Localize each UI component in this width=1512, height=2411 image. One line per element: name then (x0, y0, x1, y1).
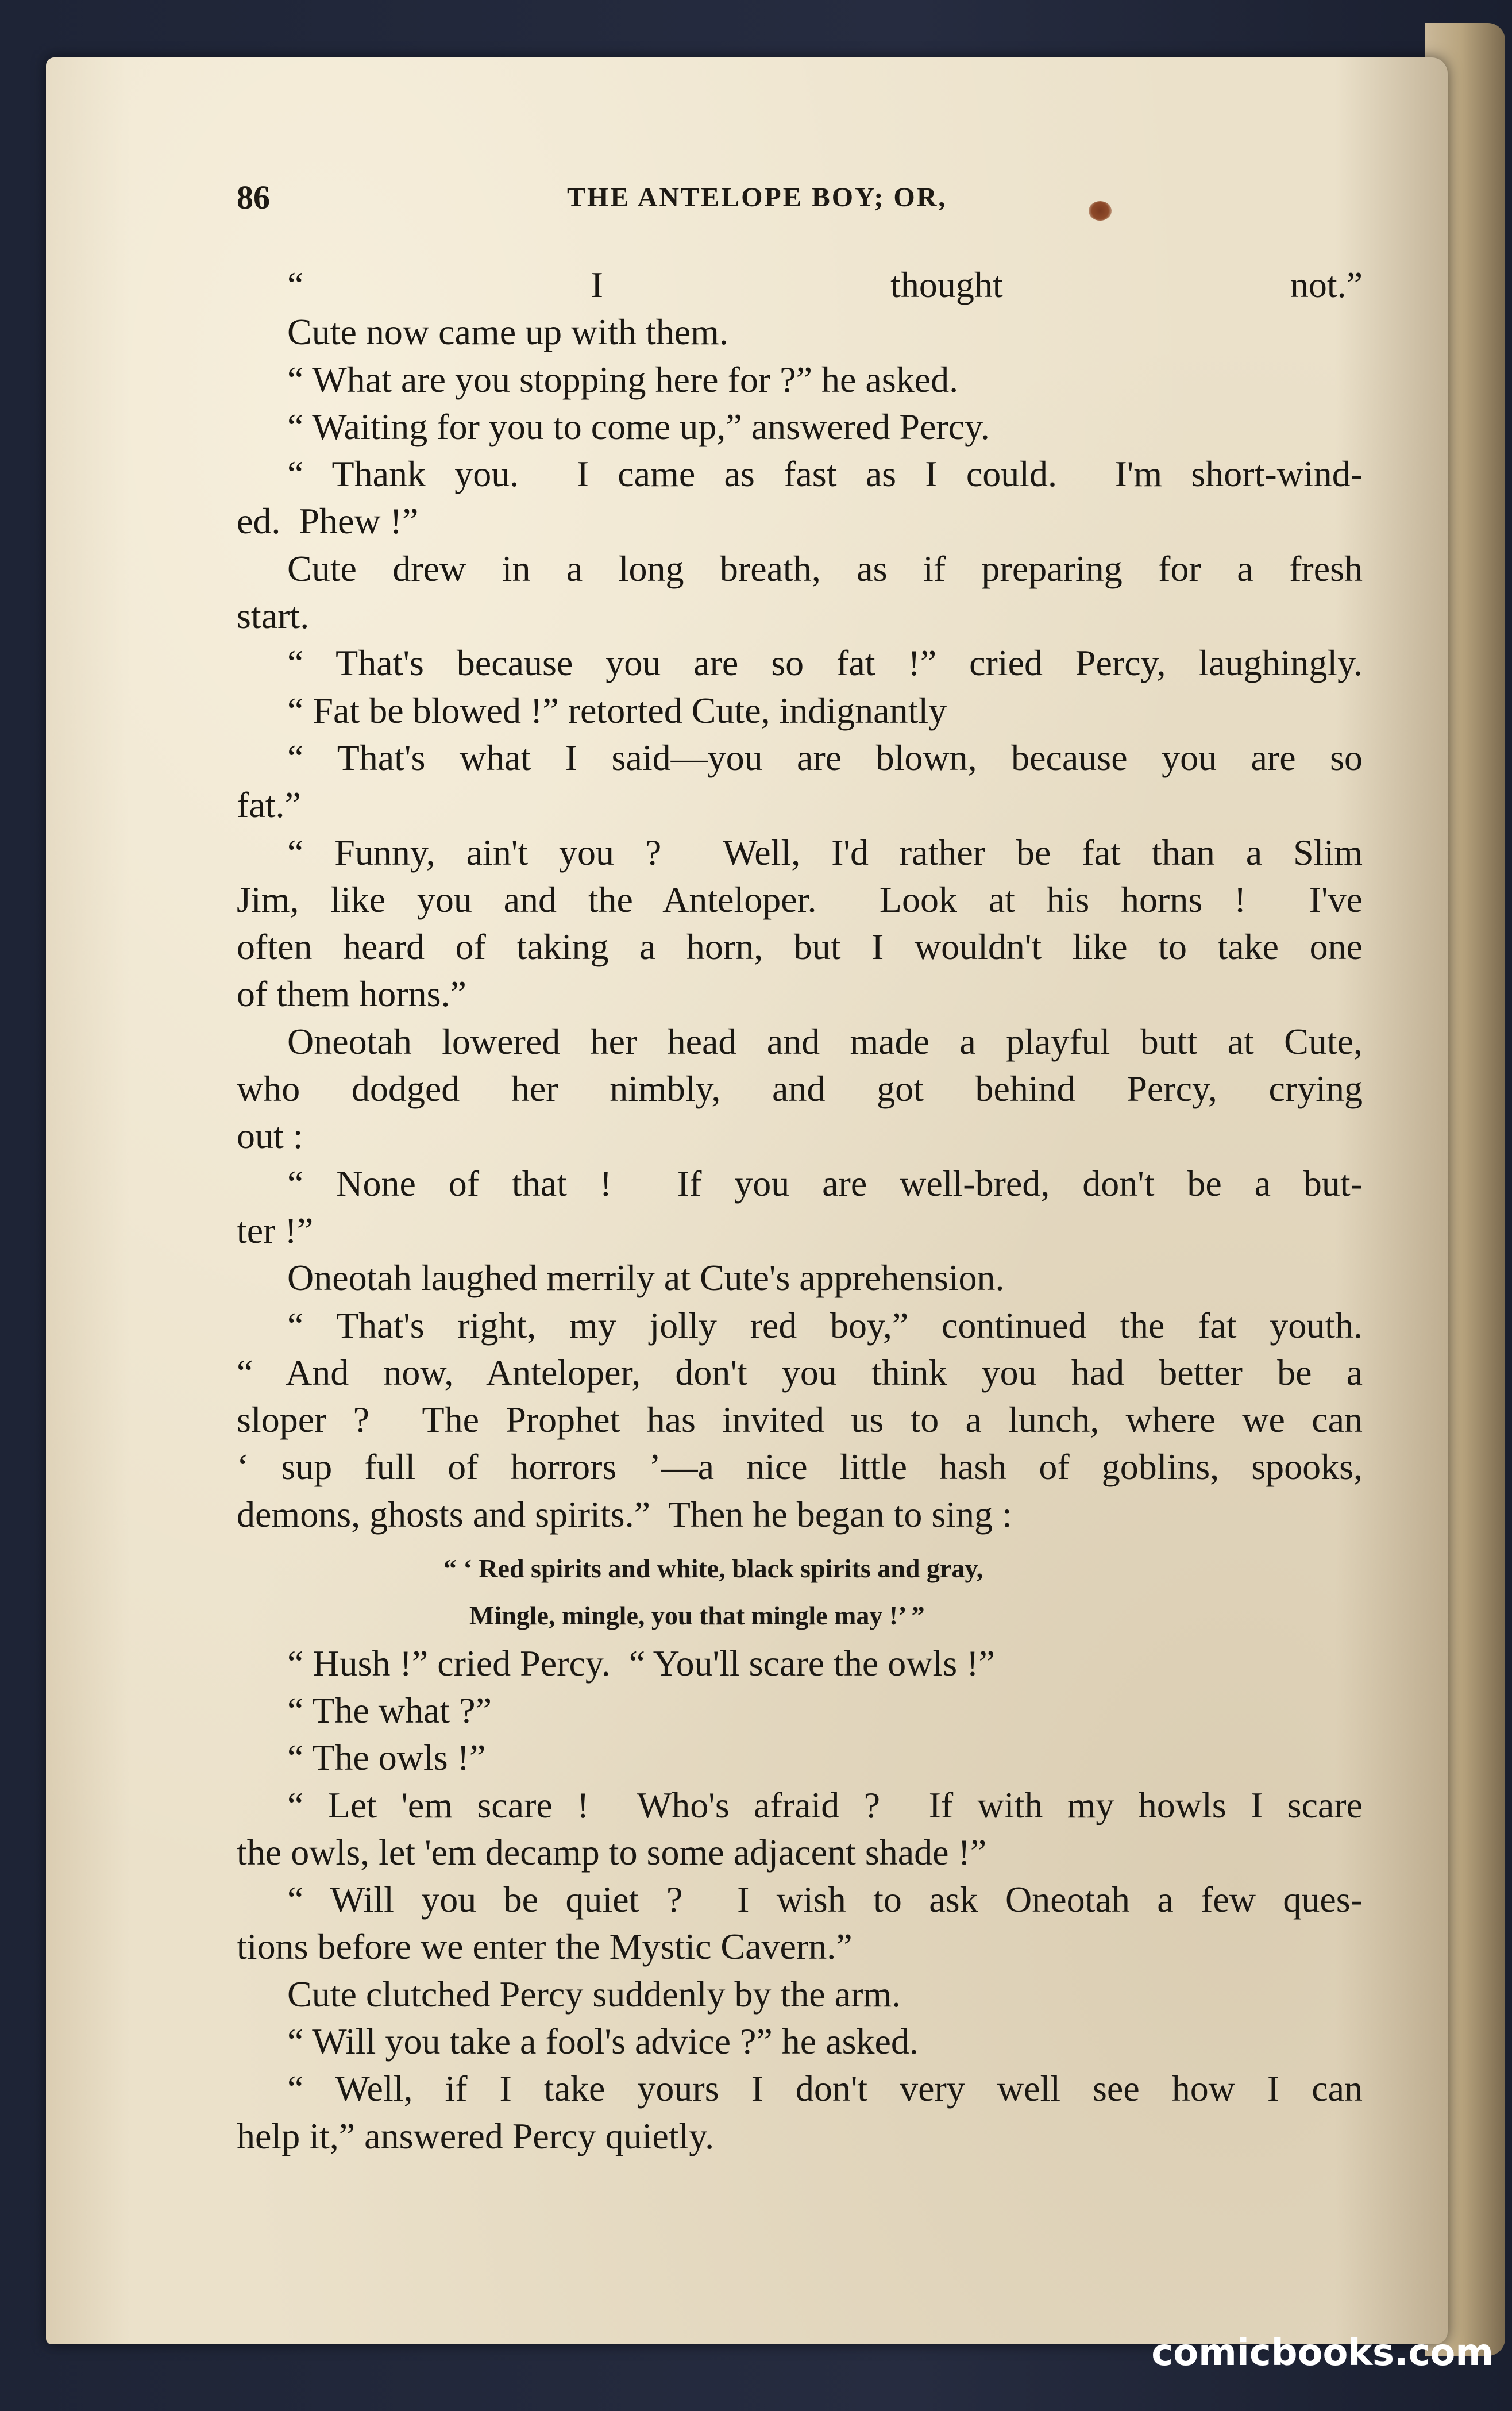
text-line: “ Well, if I take yours I don't very well see how I can (287, 2068, 1363, 2109)
text-line: “ None of that ! If you are well-bred, don't be a but- (287, 1162, 1363, 1204)
text-line: “ I thought not.” (287, 264, 1363, 305)
text-line: the owls, let 'em decamp to some adjacent shade !” (237, 1831, 987, 1873)
page-header (237, 178, 1363, 224)
text-line: “ Will you be quiet ? I wish to ask Oneotah a few ques- (287, 1879, 1363, 1920)
text-line: out : (237, 1115, 303, 1157)
text-line: “ That's what I said—you are blown, because you are so (287, 737, 1363, 778)
body-text (237, 261, 1363, 2160)
text-line: “ The what ?” (287, 1689, 492, 1731)
running-head: THE ANTELOPE BOY; OR, (567, 182, 947, 213)
text-line: “ Fat be blowed !” retorted Cute, indignantly (287, 690, 947, 731)
text-line: “ And now, Anteloper, don't you think you had better be a (237, 1351, 1363, 1393)
text-line: sloper ? The Prophet has invited us to a lunch, where we can (237, 1399, 1363, 1441)
text-line: “ That's right, my jolly red boy,” continued the fat youth. (287, 1304, 1363, 1346)
page-number: 86 (237, 179, 270, 216)
text-line: demons, ghosts and spirits.” Then he began to sing : (237, 1493, 1012, 1535)
text-line: “ Hush !” cried Percy. “ You'll scare the owls !” (287, 1642, 995, 1684)
text-line: “ Waiting for you to come up,” answered Percy. (287, 406, 990, 447)
text-line: Oneotah laughed merrily at Cute's apprehension. (287, 1257, 1005, 1299)
text-line: often heard of taking a horn, but I wouldn't like to take one (237, 926, 1363, 968)
text-line: “ Let 'em scare ! Who's afraid ? If with my howls I scare (287, 1784, 1363, 1825)
watermark-logo: comicbooks.com (1151, 2332, 1494, 2374)
text-line: “ Thank you. I came as fast as I could. I'm short-wind- (287, 453, 1363, 495)
text-line: ‘ sup full of horrors ’—a nice little hash of goblins, spooks, (237, 1446, 1363, 1488)
verse-line: Mingle, mingle, you that mingle may !’ ” (469, 1601, 925, 1631)
text-line: of them horns.” (237, 973, 466, 1015)
text-line: tions before we enter the Mystic Cavern.” (237, 1926, 853, 1967)
text-line: ed. Phew !” (237, 500, 419, 542)
text-line: start. (237, 595, 310, 637)
text-line: help it,” answered Percy quietly. (237, 2115, 715, 2156)
text-line: who dodged her nimbly, and got behind Percy, crying (237, 1068, 1363, 1110)
text-line: “ Funny, ain't you ? Well, I'd rather be fat than a Slim (287, 831, 1363, 873)
verse-line: “ ‘ Red spirits and white, black spirits and gray, (443, 1554, 983, 1584)
text-line: “ That's because you are so fat !” cried Percy, laughingly. (287, 642, 1363, 684)
text-line: Cute now came up with them. (287, 311, 728, 353)
text-line: fat.” (237, 784, 301, 826)
text-line: “ Will you take a fool's advice ?” he asked. (287, 2020, 919, 2062)
text-line: Oneotah lowered her head and made a playful butt at Cute, (287, 1020, 1363, 1062)
text-line: Jim, like you and the Anteloper. Look at his horns ! I've (237, 879, 1363, 920)
text-line: “ The owls !” (287, 1737, 486, 1778)
verse-spacer (237, 1538, 1363, 1545)
text-line: ter !” (237, 1210, 314, 1251)
text-line: Cute drew in a long breath, as if preparing for a fresh (287, 548, 1363, 589)
text-line: Cute clutched Percy suddenly by the arm. (287, 1973, 901, 2015)
text-line: “ What are you stopping here for ?” he asked. (287, 359, 959, 400)
